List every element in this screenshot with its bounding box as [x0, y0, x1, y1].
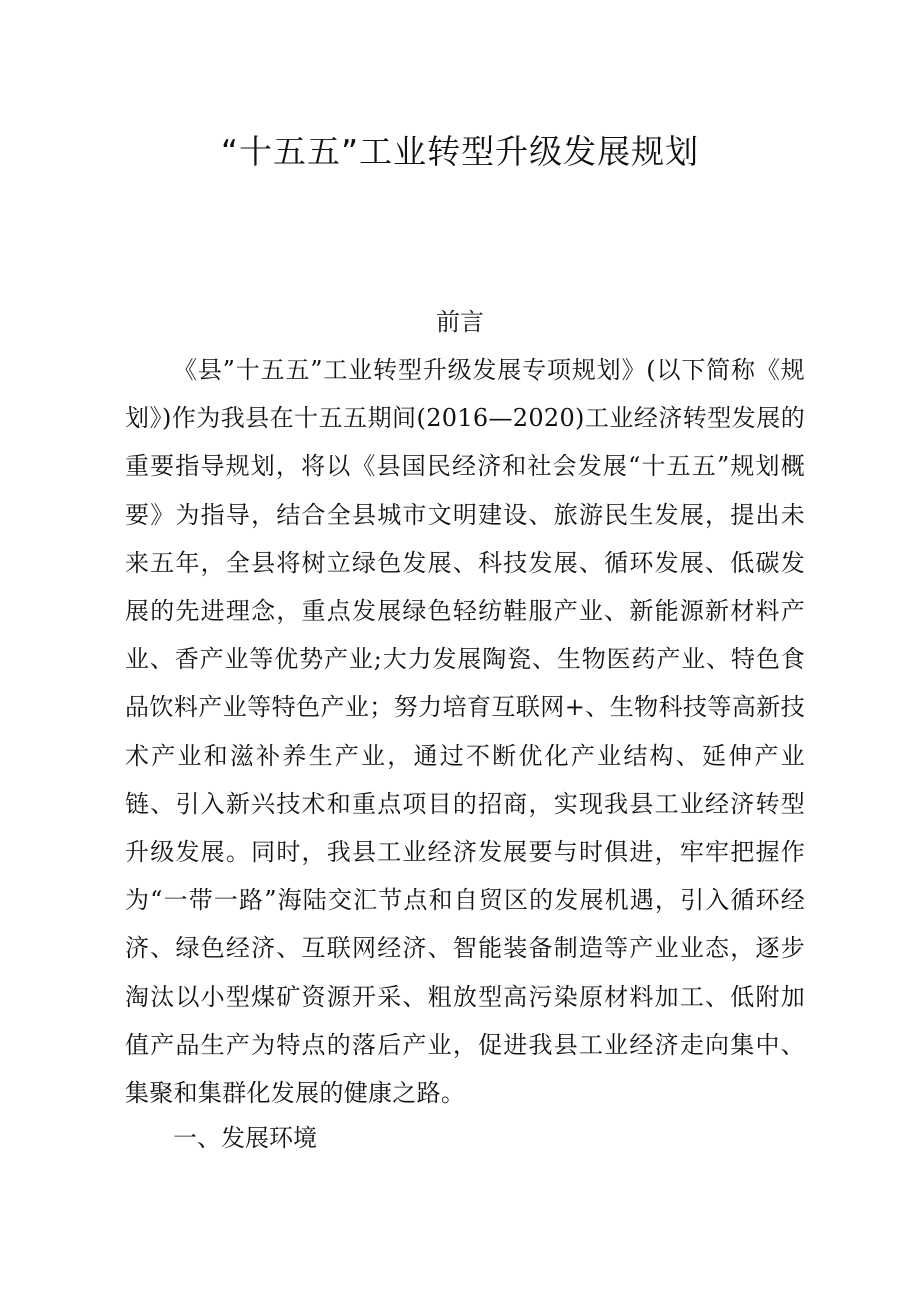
preface-paragraph: 《县”十五五”工业转型升级发展专项规划》(以下简称《规划》)作为我县在十五五期间(2016—2020)工业经济转型发展的重要指导规划，将以《县国民经济和社会发展“十五五”规划概要》为指导，结合全县城市文明建设、旅游民生发展，提出未来五年，全县将树立绿色发展、科技发展、循环发展、低碳发展的先进理念，重点发展绿色轻纺鞋服产业、新能源新材料产业、香产业等优势产业;大力发展陶瓷、生物医药产业、特色食品饮料产业等特色产业；努力培育互联网+、生物科技等高新技术产业和滋补养生产业，通过不断优化产业结构、延伸产业链、引入新兴技术和重点项目的招商，实现我县工业经济转型升级发展。同时，我县工业经济发展要与时俱进，牢牢把握作为“一带一路”海陆交汇节点和自贸区的发展机遇，引入循环经济、绿色经济、互联网经济、智能装备制造等产业业态，逐步淘汰以小型煤矿资源开采、粗放型高污染原材料加工、低附加值产品生产为特点的落后产业，促进我县工业经济走向集中、集聚和集群化发展的健康之路。 [125, 356, 805, 1108]
document-title: “十五五”工业转型升级发展规划 [220, 132, 700, 171]
section-heading-development-environment: 一、发展环境 [173, 1124, 317, 1152]
preface-heading: 前言 [436, 308, 484, 336]
